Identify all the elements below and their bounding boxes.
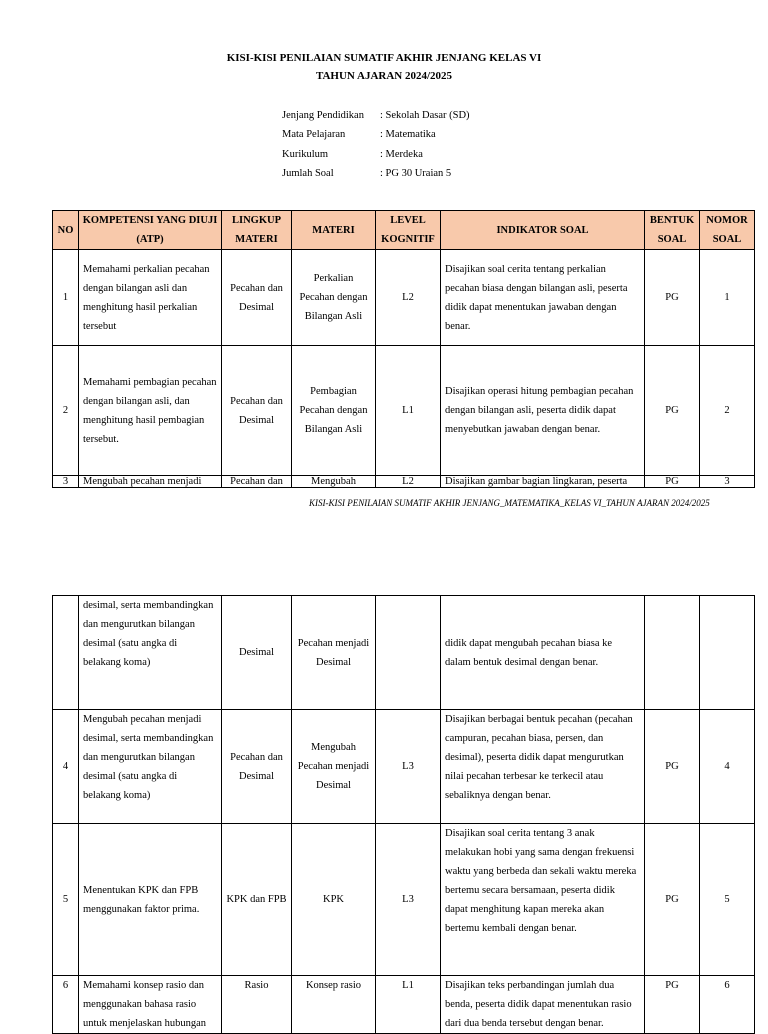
kisi-kisi-table-page1: [52, 210, 755, 488]
cell-no: 5: [53, 824, 79, 976]
cell-indikator: Disajikan berbagai bentuk pecahan (pecahan campuran, pecahan biasa, persen, dan desimal), peserta didik dapat mengurutkan nilai pecahan terbesar ke terkecil atau sebaliknya dengan benar.: [441, 710, 645, 824]
cell-kompetensi: Memahami perkalian pecahan dengan bilangan asli dan menghitung hasil perkalian tersebut: [79, 250, 222, 346]
cell-lingkup: Desimal: [222, 596, 292, 710]
table-header-row: [53, 211, 755, 250]
table-row: [53, 476, 755, 488]
cell-materi: Pecahan menjadi Desimal: [292, 596, 376, 710]
cell-bentuk: PG: [645, 346, 700, 476]
meta-value: : Sekolah Dasar (SD): [380, 110, 470, 121]
cell-kompetensi: Mengubah pecahan menjadi desimal, serta membandingkan dan mengurutkan bilangan desimal (satu angka di belakang koma): [79, 710, 222, 824]
cell-no: 1: [53, 250, 79, 346]
page-title-line2: TAHUN AJARAN 2024/2025: [315, 70, 453, 82]
cell-kompetensi: Mengubah pecahan menjadi: [79, 476, 222, 488]
table-row: [53, 824, 755, 976]
cell-lingkup: Pecahan dan Desimal: [222, 250, 292, 346]
cell-kompetensi: desimal, serta membandingkan dan mengurutkan bilangan desimal (satu angka di belakang koma): [79, 596, 222, 710]
cell-nomor: 2: [700, 346, 755, 476]
cell-indikator: didik dapat mengubah pecahan biasa ke dalam bentuk desimal dengan benar.: [441, 596, 645, 710]
cell-indikator: Disajikan teks perbandingan jumlah dua benda, peserta didik dapat menentukan rasio dari dua benda tersebut dengan benar.: [441, 976, 645, 1034]
cell-materi: Mengubah Pecahan menjadi Desimal: [292, 710, 376, 824]
meta-row-jumlah-soal: [282, 164, 470, 183]
meta-value: : Matematika: [380, 129, 436, 141]
cell-nomor: 6: [700, 976, 755, 1034]
meta-info: [282, 106, 470, 183]
meta-row-kurikulum: [282, 145, 470, 164]
cell-indikator: Disajikan operasi hitung pembagian pecahan dengan bilangan asli, peserta didik dapat menyebutkan jawaban dengan benar.: [441, 346, 645, 476]
table-row: [53, 346, 755, 476]
cell-level: L1: [376, 346, 441, 476]
cell-materi: Mengubah: [292, 476, 376, 488]
cell-nomor: 4: [700, 710, 755, 824]
cell-level: [376, 596, 441, 710]
meta-label: Jumlah Soal: [282, 167, 334, 179]
header-level-kognitif: LEVEL KOGNITIF: [376, 211, 441, 250]
cell-level: L3: [376, 824, 441, 976]
page-title-line1: KISI-KISI PENILAIAN SUMATIF AKHIR JENJANG KELAS VI: [226, 52, 542, 64]
cell-bentuk: PG: [645, 710, 700, 824]
cell-lingkup: KPK dan FPB: [222, 824, 292, 976]
cell-bentuk: PG: [645, 250, 700, 346]
page-footer: KISI-KISI PENILAIAN SUMATIF AKHIR JENJANG_MATEMATIKA_KELAS VI_TAHUN AJARAN 2024/2025: [309, 498, 710, 508]
cell-bentuk: PG: [645, 824, 700, 976]
header-lingkup-materi: LINGKUP MATERI: [222, 211, 292, 250]
cell-level: L3: [376, 710, 441, 824]
kisi-kisi-table-page2: [52, 595, 755, 1034]
cell-nomor: 3: [700, 476, 755, 488]
cell-materi: Konsep rasio: [292, 976, 376, 1034]
cell-materi: KPK: [292, 824, 376, 976]
table-row: [53, 596, 755, 710]
cell-indikator: Disajikan soal cerita tentang 3 anak melakukan hobi yang sama dengan frekuensi waktu yang berbeda dan sekali waktu mereka bertemu secara bersamaan, peserta didik dapat menghitung kapan mereka akan bertemu kembali dengan benar.: [441, 824, 645, 976]
meta-row-mapel: [282, 125, 470, 144]
cell-no: 2: [53, 346, 79, 476]
cell-lingkup: Rasio: [222, 976, 292, 1034]
cell-lingkup: Pecahan dan Desimal: [222, 710, 292, 824]
cell-kompetensi: Menentukan KPK dan FPB menggunakan faktor prima.: [79, 824, 222, 976]
header-indikator-soal: INDIKATOR SOAL: [441, 211, 645, 250]
cell-level: L2: [376, 250, 441, 346]
header-kompetensi: KOMPETENSI YANG DIUJI (ATP): [79, 211, 222, 250]
table-row: [53, 976, 755, 1034]
cell-lingkup: Pecahan dan: [222, 476, 292, 488]
meta-label: Mata Pelajaran: [282, 129, 346, 141]
cell-nomor: 5: [700, 824, 755, 976]
cell-kompetensi: Memahami pembagian pecahan dengan bilangan asli, dan menghitung hasil pembagian tersebut.: [79, 346, 222, 476]
cell-no: 3: [53, 476, 79, 488]
meta-value: : Merdeka: [380, 148, 423, 160]
cell-nomor: [700, 596, 755, 710]
cell-no: [53, 596, 79, 710]
meta-row-jenjang: [282, 106, 470, 125]
cell-materi: Pembagian Pecahan dengan Bilangan Asli: [292, 346, 376, 476]
cell-kompetensi: Memahami konsep rasio dan menggunakan bahasa rasio untuk menjelaskan hubungan: [79, 976, 222, 1034]
cell-level: L2: [376, 476, 441, 488]
header-nomor-soal: NOMOR SOAL: [700, 211, 755, 250]
cell-indikator: Disajikan soal cerita tentang perkalian pecahan biasa dengan bilangan asli, peserta didik dapat menentukan jawaban dengan benar.: [441, 250, 645, 346]
meta-label: Kurikulum: [282, 148, 329, 160]
cell-level: L1: [376, 976, 441, 1034]
cell-no: 4: [53, 710, 79, 824]
meta-value: : PG 30 Uraian 5: [380, 167, 452, 179]
cell-bentuk: PG: [645, 476, 700, 488]
table-row: [53, 710, 755, 824]
header-no: NO: [53, 211, 79, 250]
cell-no: 6: [53, 976, 79, 1034]
header-bentuk-soal: BENTUK SOAL: [645, 211, 700, 250]
cell-indikator: Disajikan gambar bagian lingkaran, peserta: [441, 476, 645, 488]
header-materi: MATERI: [292, 211, 376, 250]
cell-lingkup: Pecahan dan Desimal: [222, 346, 292, 476]
cell-materi: Perkalian Pecahan dengan Bilangan Asli: [292, 250, 376, 346]
cell-bentuk: PG: [645, 976, 700, 1034]
table-row: [53, 250, 755, 346]
cell-nomor: 1: [700, 250, 755, 346]
meta-label: Jenjang Pendidikan: [282, 110, 364, 121]
cell-bentuk: [645, 596, 700, 710]
